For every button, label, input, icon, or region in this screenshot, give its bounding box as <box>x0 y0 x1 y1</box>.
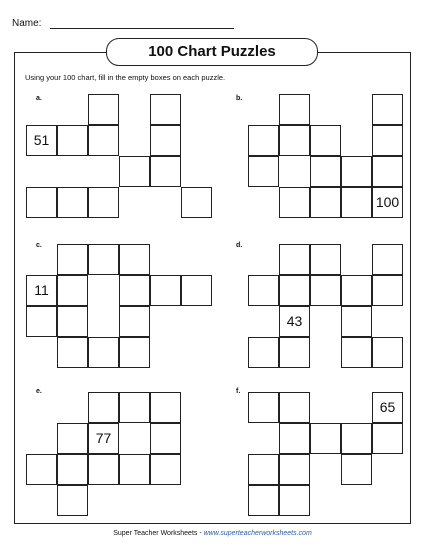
puzzle-c-cell <box>57 275 88 306</box>
puzzle-c-cell <box>119 337 150 368</box>
puzzle-c-cell <box>26 306 57 337</box>
puzzle-e-cell <box>57 454 88 485</box>
puzzle-e-cell <box>119 392 150 423</box>
puzzle-a-cell <box>150 125 181 156</box>
footer-link[interactable]: www.superteacherworksheets.com <box>203 530 312 537</box>
puzzle-b-cell <box>341 156 372 187</box>
puzzle-c-cell <box>57 337 88 368</box>
puzzle-a-cell <box>88 125 119 156</box>
puzzle-a-cell <box>26 187 57 218</box>
puzzle-c-cell <box>150 275 181 306</box>
instructions: Using your 100 chart, fill in the empty boxes on each puzzle. <box>25 73 226 82</box>
puzzle-a-cell <box>88 187 119 218</box>
puzzle-e-cell <box>88 392 119 423</box>
puzzle-e-cell <box>88 454 119 485</box>
puzzle-e-clue-cell: 77 <box>88 423 119 454</box>
puzzle-label-f: f. <box>236 388 241 395</box>
puzzle-d-cell <box>310 244 341 275</box>
puzzle-a-cell <box>150 156 181 187</box>
puzzle-a-cell <box>88 94 119 125</box>
puzzle-f-cell <box>248 485 279 516</box>
puzzle-b-cell <box>279 125 310 156</box>
puzzle-b-cell <box>310 125 341 156</box>
puzzle-e-cell <box>57 423 88 454</box>
puzzle-a-cell <box>57 125 88 156</box>
puzzle-e-cell <box>150 454 181 485</box>
puzzle-label-b: b. <box>236 95 243 102</box>
puzzle-f-cell <box>279 423 310 454</box>
puzzle-f-cell <box>341 423 372 454</box>
puzzle-c-cell <box>119 244 150 275</box>
puzzle-d-clue-cell: 43 <box>279 306 310 337</box>
puzzle-f-cell <box>310 423 341 454</box>
puzzle-d-cell <box>341 275 372 306</box>
page-title: 100 Chart Puzzles <box>106 38 318 66</box>
puzzle-a-cell <box>119 156 150 187</box>
puzzle-label-d: d. <box>236 242 243 249</box>
puzzle-b-cell <box>372 125 403 156</box>
puzzle-c-cell <box>119 306 150 337</box>
puzzle-c-cell <box>88 244 119 275</box>
puzzle-f-cell <box>248 454 279 485</box>
puzzle-f-clue-cell: 65 <box>372 392 403 423</box>
puzzle-b-cell <box>310 187 341 218</box>
puzzle-d-cell <box>341 337 372 368</box>
puzzle-d-cell <box>279 275 310 306</box>
puzzle-d-cell <box>248 275 279 306</box>
puzzle-f-cell <box>279 485 310 516</box>
puzzle-b-cell <box>372 156 403 187</box>
puzzle-b-cell <box>248 156 279 187</box>
puzzle-d-cell <box>279 244 310 275</box>
puzzle-a-clue-cell: 51 <box>26 125 57 156</box>
puzzle-e-cell <box>57 485 88 516</box>
puzzle-b-cell <box>372 94 403 125</box>
puzzle-d-cell <box>372 337 403 368</box>
puzzle-f-cell <box>279 454 310 485</box>
footer <box>0 530 425 537</box>
puzzle-c-cell <box>119 275 150 306</box>
puzzle-c-cell <box>181 275 212 306</box>
puzzle-a-cell <box>150 94 181 125</box>
puzzle-e-cell <box>119 454 150 485</box>
puzzle-e-cell <box>26 454 57 485</box>
puzzle-d-cell <box>310 275 341 306</box>
puzzle-c-cell <box>57 244 88 275</box>
puzzle-e-cell <box>150 423 181 454</box>
puzzle-f-cell <box>341 454 372 485</box>
puzzle-b-cell <box>279 187 310 218</box>
footer-text: Super Teacher Worksheets - <box>113 530 204 537</box>
puzzle-b-cell <box>248 125 279 156</box>
puzzle-f-cell <box>372 423 403 454</box>
puzzle-f-cell <box>279 392 310 423</box>
puzzle-label-c: c. <box>36 242 42 249</box>
puzzle-a-cell <box>57 187 88 218</box>
name-label: Name: <box>12 18 42 29</box>
puzzle-d-cell <box>372 275 403 306</box>
puzzle-label-a: a. <box>36 95 42 102</box>
puzzle-f-cell <box>248 392 279 423</box>
puzzle-b-clue-cell: 100 <box>372 187 403 218</box>
puzzle-d-cell <box>279 337 310 368</box>
puzzle-e-cell <box>150 392 181 423</box>
puzzle-a-cell <box>181 187 212 218</box>
puzzle-b-cell <box>279 94 310 125</box>
puzzle-d-cell <box>372 244 403 275</box>
puzzle-d-cell <box>248 337 279 368</box>
puzzle-c-clue-cell: 11 <box>26 275 57 306</box>
puzzle-b-cell <box>341 187 372 218</box>
puzzle-b-cell <box>310 156 341 187</box>
puzzle-d-cell <box>341 306 372 337</box>
name-line <box>50 28 234 29</box>
puzzle-c-cell <box>57 306 88 337</box>
puzzle-label-e: e. <box>36 388 42 395</box>
puzzle-c-cell <box>88 337 119 368</box>
